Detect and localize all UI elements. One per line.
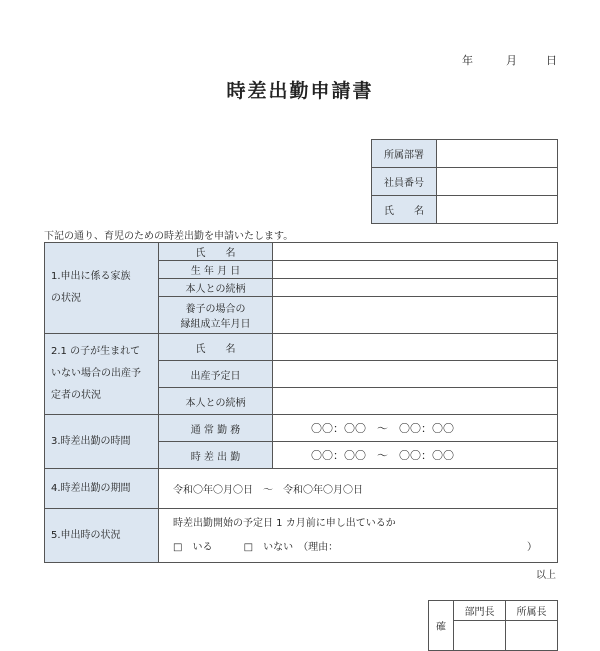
expectant-heading-line1: 2.1 の子が生まれて bbox=[51, 346, 141, 357]
date-day-label: 日 bbox=[546, 54, 557, 67]
expectant-heading-line2: いない場合の出産予 bbox=[51, 368, 141, 379]
department-field[interactable] bbox=[437, 140, 558, 168]
normal-shift-label: 通 常 勤 務 bbox=[159, 415, 273, 442]
staggered-shift-time[interactable]: 〇〇：〇〇 ～ 〇〇：〇〇 bbox=[273, 442, 558, 469]
applicant-name-field[interactable] bbox=[437, 196, 558, 224]
period-field[interactable]: 令和〇年〇月〇日 ～ 令和〇年〇月〇日 bbox=[159, 469, 558, 509]
expectant-relation-field[interactable] bbox=[273, 388, 558, 415]
intro-text: 下記の通り、育児のための時差出勤を申請いたします。 bbox=[44, 231, 294, 242]
period-heading-text: 4.時差出勤の期間 bbox=[51, 482, 131, 494]
expectant-name-field[interactable] bbox=[273, 334, 558, 361]
department-label: 所属部署 bbox=[372, 140, 437, 168]
main-form-table bbox=[44, 242, 558, 563]
approval-row-label: 確 bbox=[429, 601, 454, 651]
family-birthdate-field[interactable] bbox=[273, 261, 558, 279]
date-month-label: 月 bbox=[506, 54, 517, 67]
office-head-label: 所属長 bbox=[506, 601, 558, 621]
adoption-label-line2: 縁組成立年月日 bbox=[180, 319, 251, 330]
status-options bbox=[173, 536, 543, 560]
status-section-heading bbox=[45, 509, 159, 563]
normal-shift-time[interactable]: 〇〇：〇〇 ～ 〇〇：〇〇 bbox=[273, 415, 558, 442]
adoption-date-label bbox=[159, 297, 273, 334]
office-head-stamp-box[interactable] bbox=[506, 621, 558, 651]
due-date-label: 出産予定日 bbox=[159, 361, 273, 388]
due-date-field[interactable] bbox=[273, 361, 558, 388]
family-birthdate-label: 生 年 月 日 bbox=[159, 261, 273, 279]
approval-table bbox=[428, 600, 558, 651]
applicant-info-table bbox=[371, 139, 558, 224]
dept-head-stamp-box[interactable] bbox=[454, 621, 506, 651]
expectant-relation-label: 本人との続柄 bbox=[159, 388, 273, 415]
dept-head-label: 部門長 bbox=[454, 601, 506, 621]
family-section-heading bbox=[45, 243, 159, 334]
expectant-heading-line3: 定者の状況 bbox=[51, 390, 101, 401]
option-yes-checkbox[interactable]: □ いる bbox=[173, 541, 213, 553]
family-name-label: 氏 名 bbox=[159, 243, 273, 261]
family-relation-label: 本人との続柄 bbox=[159, 279, 273, 297]
document-title: 時差出勤申請書 bbox=[226, 80, 374, 102]
family-heading-line1: 1.申出に係る家族 bbox=[51, 271, 131, 282]
employee-number-field[interactable] bbox=[437, 168, 558, 196]
date-year-label: 年 bbox=[462, 54, 473, 67]
time-heading-text: 3.時差出勤の時間 bbox=[51, 435, 131, 447]
employee-number-label: 社員番号 bbox=[372, 168, 437, 196]
expectant-section-heading bbox=[45, 334, 159, 415]
adoption-label-line1: 養子の場合の bbox=[185, 304, 246, 315]
family-heading-line2: の状況 bbox=[51, 293, 81, 304]
option-no-checkbox[interactable]: □ いない （理由： bbox=[243, 541, 339, 553]
applicant-name-label: 氏 名 bbox=[372, 196, 437, 224]
period-section-heading bbox=[45, 469, 159, 509]
family-relation-field[interactable] bbox=[273, 279, 558, 297]
closing-text: 以上 bbox=[536, 570, 556, 581]
expectant-name-label: 氏 名 bbox=[159, 334, 273, 361]
status-question: 時差出勤開始の予定日 1 カ月前に申し出ているか bbox=[173, 517, 396, 529]
adoption-date-field[interactable] bbox=[273, 297, 558, 334]
time-section-heading bbox=[45, 415, 159, 469]
status-heading-text: 5.申出時の状況 bbox=[51, 529, 121, 541]
staggered-shift-label: 時 差 出 勤 bbox=[159, 442, 273, 469]
status-cell bbox=[159, 509, 558, 563]
reason-close-paren: ） bbox=[527, 541, 537, 553]
family-name-field[interactable] bbox=[273, 243, 558, 261]
